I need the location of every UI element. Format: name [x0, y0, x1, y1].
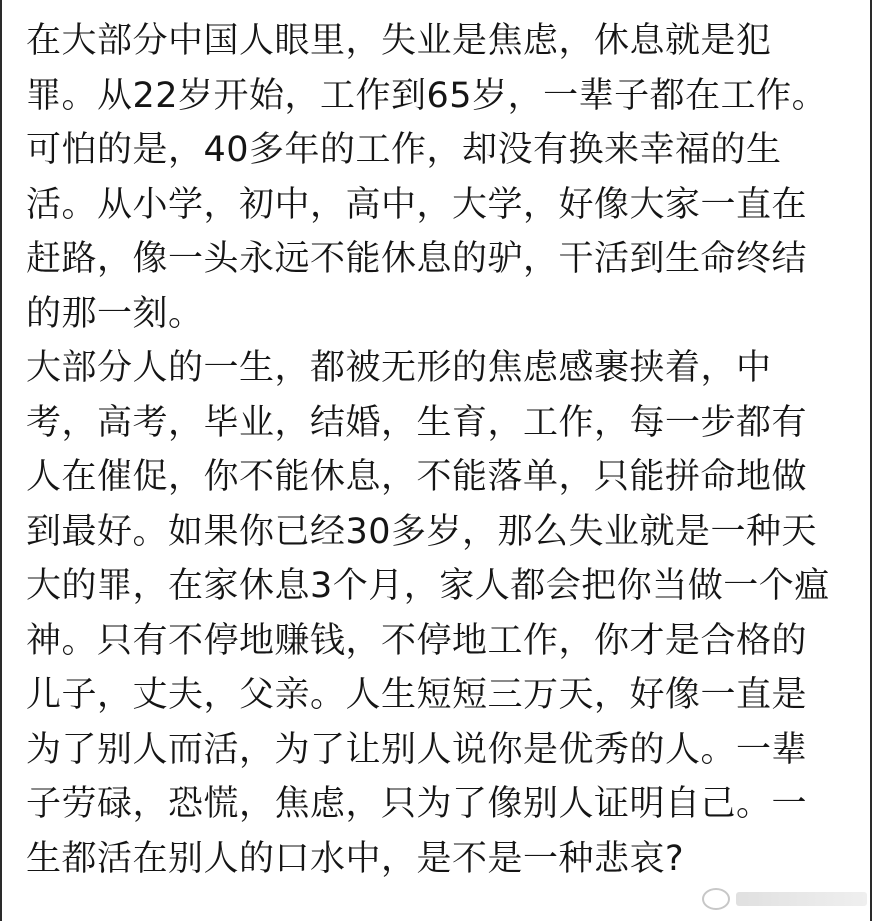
- text-line: 考，高考，毕业，结婚，生育，工作，每一步都有: [26, 402, 808, 443]
- watermark-bar: [736, 892, 867, 906]
- text-line: 大的罪，在家休息3个月，家人都会把你当做一个瘟: [26, 566, 830, 606]
- text-line: 罪。从22岁开始，工作到65岁，一辈子都在工作。: [26, 75, 828, 116]
- weibo-logo-icon: [702, 888, 730, 910]
- post-text: [26, 14, 862, 886]
- text-line: 赶路，像一头永远不能休息的驴，干活到生命终结: [26, 239, 808, 279]
- text-line: 活。从小学，初中，高中，大学，好像大家一直在: [26, 184, 808, 225]
- text-line: 在大部分中国人眼里，失业是焦虑，休息就是犯: [26, 21, 772, 61]
- text-line: 人在催促，你不能休息，不能落单，只能拼命地做: [26, 457, 808, 497]
- text-line: 为了别人而活，为了让别人说你是优秀的人。一辈: [26, 729, 808, 770]
- text-line: 神。只有不停地赚钱，不停地工作，你才是合格的: [26, 620, 808, 661]
- text-line: 的那一刻。: [26, 293, 204, 334]
- text-line: 生都活在别人的口水中，是不是一种悲哀?: [26, 838, 685, 879]
- text-line: 到最好。如果你已经30多岁，那么失业就是一种天: [26, 511, 818, 552]
- text-line: 儿子，丈夫，父亲。人生短短三万天，好像一直是: [26, 675, 808, 715]
- text-line: 子劳碌，恐慌，焦虑，只为了像别人证明自己。一: [26, 784, 808, 824]
- text-line: 大部分人的一生，都被无形的焦虑感裹挟着，中: [26, 348, 772, 388]
- text-line: 可怕的是，40多年的工作，却没有换来幸福的生: [26, 130, 782, 170]
- watermark: [702, 882, 867, 916]
